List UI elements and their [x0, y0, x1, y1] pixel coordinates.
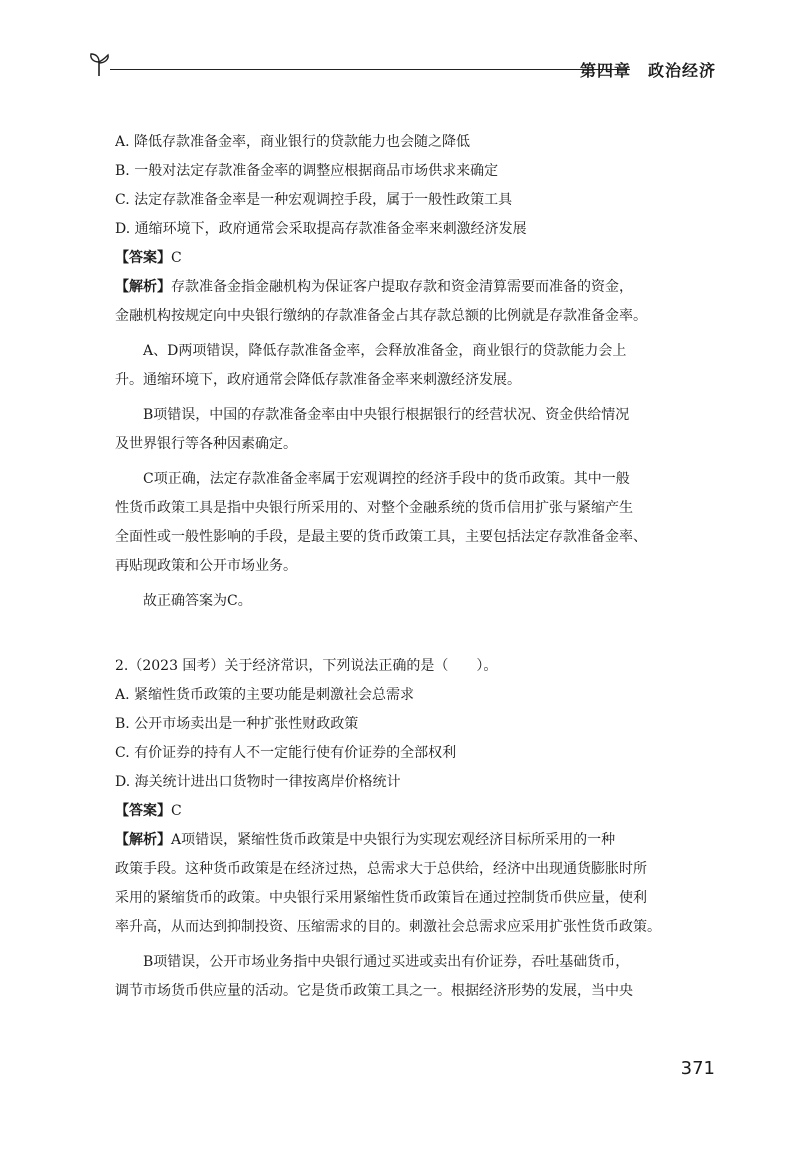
analysis-line: 全面性或一般性影响的手段，是最主要的货币政策工具，主要包括法定存款准备金率、 — [115, 529, 647, 545]
analysis-line: 性货币政策工具是指中央银行所采用的、对整个金融系统的货币信用扩张与紧缩产生 — [115, 500, 633, 516]
chapter-title: 第四章 政治经济 — [579, 61, 716, 80]
option-b: B. 公开市场卖出是一种扩张性财政政策 — [115, 716, 359, 732]
conclusion-line: 故正确答案为C。 — [143, 593, 252, 609]
analysis-line: B项错误，公开市场业务指中央银行通过买进或卖出有价证券，吞吐基础货币， — [143, 954, 630, 970]
answer-line — [115, 797, 695, 826]
running-header — [88, 52, 716, 82]
analysis-line: 升。通缩环境下，政府通常会降低存款准备金率来刺激经济发展。 — [115, 372, 521, 388]
analysis-line: 【解析】A项错误，紧缩性货币政策是中央银行为实现宏观经济目标所采用的一种 — [115, 832, 616, 848]
sprout-icon — [88, 52, 112, 78]
option-c: C. 有价证券的持有人不一定能行使有价证券的全部权利 — [115, 745, 457, 761]
question-stem: 2.（2023 国考）关于经济常识，下列说法正确的是（ ）。 — [115, 658, 498, 674]
analysis-tag: 【解析】 — [115, 279, 171, 295]
option-d: D. 海关统计进出口货物时一律按离岸价格统计 — [115, 774, 401, 790]
analysis-line: 政策手段。这种货币政策是在经济过热，总需求大于总供给，经济中出现通货膨胀时所 — [115, 861, 647, 877]
page-body — [115, 128, 695, 1006]
option-a: A. 紧缩性货币政策的主要功能是刺激社会总需求 — [115, 687, 415, 703]
analysis-line: 率升高，从而达到抑制投资、压缩需求的目的。刺激社会总需求应采用扩张性货币政策。 — [115, 919, 661, 935]
answer-value: C — [171, 250, 182, 266]
answer-value: C — [171, 803, 182, 819]
option-d: D. 通缩环境下，政府通常会采取提高存款准备金率来刺激经济发展 — [115, 221, 527, 237]
analysis-line: 再贴现政策和公开市场业务。 — [115, 558, 297, 574]
analysis-line: C项正确，法定存款准备金率属于宏观调控的经济手段中的货币政策。其中一般 — [143, 471, 630, 487]
analysis-tag: 【解析】 — [115, 832, 171, 848]
analysis-line: 采用的紧缩货币的政策。中央银行采用紧缩性货币政策旨在通过控制货币供应量，使利 — [115, 890, 647, 906]
analysis-line: 【解析】存款准备金指金融机构为保证客户提取存款和资金清算需要而准备的资金， — [115, 279, 633, 295]
option-b: B. 一般对法定存款准备金率的调整应根据商品市场供求来确定 — [115, 163, 499, 179]
analysis-line: 及世界银行等各种因素确定。 — [115, 436, 297, 452]
option-a: A. 降低存款准备金率，商业银行的贷款能力也会随之降低 — [115, 134, 471, 150]
analysis-line: A、D两项错误，降低存款准备金率，会释放准备金，商业银行的贷款能力会上 — [143, 343, 627, 359]
option-c: C. 法定存款准备金率是一种宏观调控手段，属于一般性政策工具 — [115, 192, 513, 208]
analysis-line: 调节市场货币供应量的活动。它是货币政策工具之一。根据经济形势的发展，当中央 — [115, 983, 633, 999]
page-number: 371 — [680, 1058, 715, 1079]
answer-tag: 【答案】 — [115, 250, 171, 266]
answer-line — [115, 244, 695, 273]
analysis-line: B项错误，中国的存款准备金率由中央银行根据银行的经营状况、资金供给情况 — [143, 407, 630, 423]
header-rule — [110, 69, 630, 70]
answer-tag: 【答案】 — [115, 803, 171, 819]
analysis-line: 金融机构按规定向中央银行缴纳的存款准备金占其存款总额的比例就是存款准备金率。 — [115, 308, 647, 324]
